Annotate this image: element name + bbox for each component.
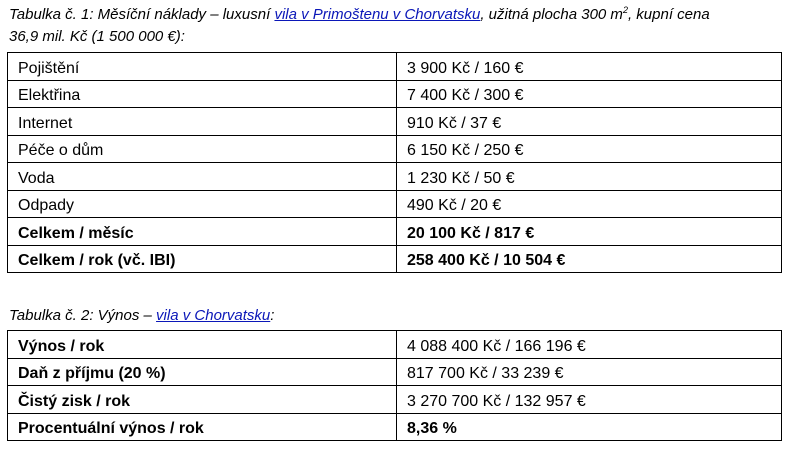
table1-caption-link[interactable]: vila v Primoštenu v Chorvatsku: [274, 6, 481, 23]
row-label: Čistý zisk / rok: [8, 386, 397, 414]
row-label: Elektřina: [8, 80, 397, 108]
row-value: 910 Kč / 37 €: [397, 108, 782, 136]
monthly-costs-table: [7, 52, 782, 273]
table-row: [8, 386, 782, 414]
table-row: [8, 358, 782, 386]
row-value: 1 230 Kč / 50 €: [397, 163, 782, 191]
row-value: 4 088 400 Kč / 166 196 €: [397, 331, 782, 359]
table1-caption-superscript: 2: [622, 5, 628, 15]
row-value: 20 100 Kč / 817 €: [397, 218, 782, 246]
row-value: 817 700 Kč / 33 239 €: [397, 358, 782, 386]
row-value: 6 150 Kč / 250 €: [397, 135, 782, 163]
table1-caption: [9, 4, 710, 48]
row-label: Celkem / rok (vč. IBI): [8, 245, 397, 273]
table1-caption-line1-end: , kupní cena: [627, 6, 710, 23]
row-label: Procentuální výnos / rok: [8, 413, 397, 441]
table2-caption-suffix: :: [270, 307, 275, 324]
row-value: 490 Kč / 20 €: [397, 190, 782, 218]
row-value: 258 400 Kč / 10 504 €: [397, 245, 782, 273]
table-row: [8, 331, 782, 359]
table-row-percent-yield: [8, 413, 782, 441]
table-row: [8, 80, 782, 108]
row-value: 3 270 700 Kč / 132 957 €: [397, 386, 782, 414]
table-row: [8, 190, 782, 218]
table-row-total-year: [8, 245, 782, 273]
row-label: Internet: [8, 108, 397, 136]
table1-caption-line2: 36,9 mil. Kč (1 500 000 €):: [9, 28, 185, 45]
table-row: [8, 163, 782, 191]
table2-caption-prefix: Tabulka č. 2: Výnos –: [9, 307, 157, 324]
table1-caption-prefix: Tabulka č. 1: Měsíční náklady – luxusní: [9, 6, 275, 23]
row-label: Odpady: [8, 190, 397, 218]
yield-table: [7, 330, 782, 441]
row-label: Voda: [8, 163, 397, 191]
row-value: 7 400 Kč / 300 €: [397, 80, 782, 108]
table-row: [8, 108, 782, 136]
table-row: [8, 135, 782, 163]
row-value: 8,36 %: [397, 413, 782, 441]
row-label: Pojištění: [8, 53, 397, 81]
row-label: Péče o dům: [8, 135, 397, 163]
row-label: Výnos / rok: [8, 331, 397, 359]
row-value: 3 900 Kč / 160 €: [397, 53, 782, 81]
table1-caption-middle: , užitná plocha 300 m: [480, 6, 623, 23]
table2-caption: [9, 305, 274, 327]
table-row-total-month: [8, 218, 782, 246]
row-label: Daň z příjmu (20 %): [8, 358, 397, 386]
table2-caption-link[interactable]: vila v Chorvatsku: [156, 307, 271, 324]
row-label: Celkem / měsíc: [8, 218, 397, 246]
table-row: [8, 53, 782, 81]
